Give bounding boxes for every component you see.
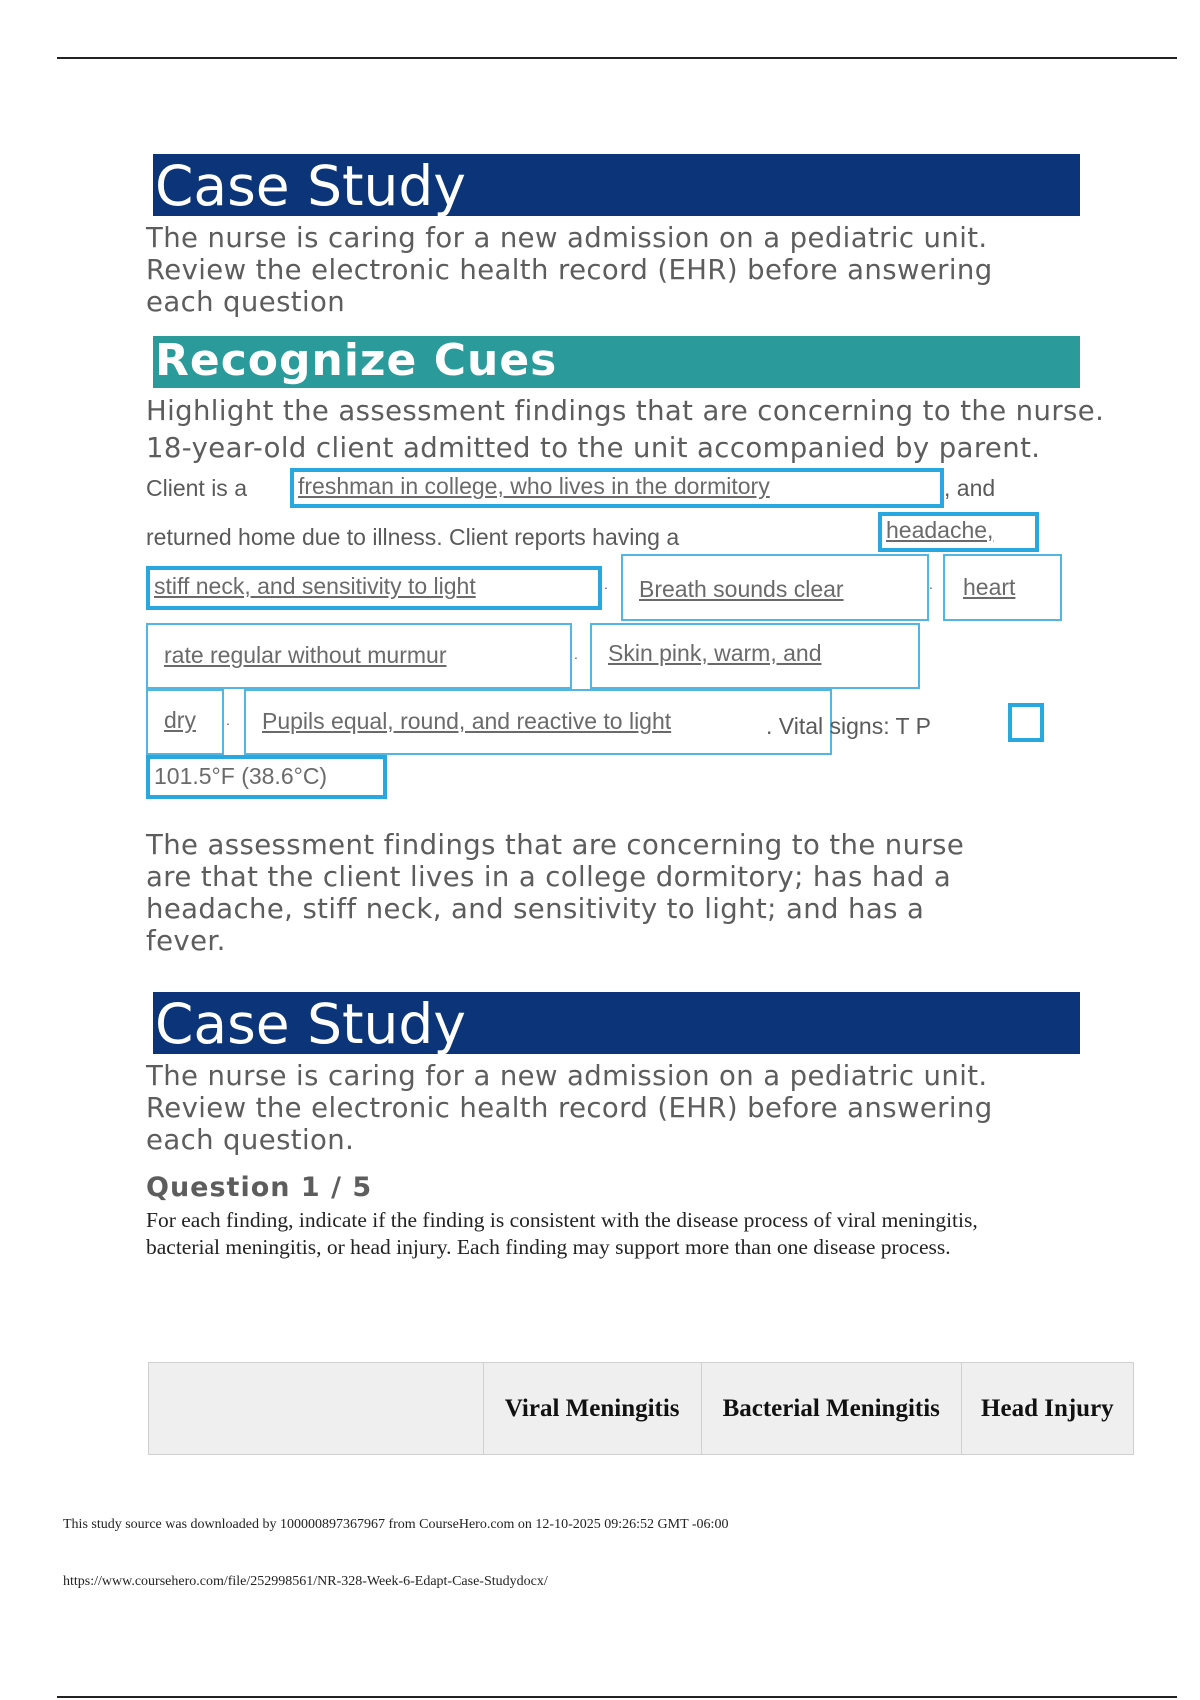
highlight-temperature[interactable]: 101.5°F (38.6°C) <box>146 755 387 799</box>
source-url[interactable]: https://www.coursehero.com/file/252998561/NR-328-Week-6-Edapt-Case-Studydocx/ <box>63 1574 548 1589</box>
client-description: 18-year-old client admitted to the unit accompanied by parent. <box>146 432 1041 464</box>
bottom-rule <box>57 1696 1177 1698</box>
case-study-title: Case Study <box>155 154 466 218</box>
finding-pupils[interactable]: Pupils equal, round, and reactive to light <box>244 689 832 755</box>
finding-rate-regular[interactable]: rate regular without murmur <box>146 623 572 689</box>
table-header-row <box>149 1363 1134 1455</box>
period-text: . <box>226 712 230 728</box>
recognize-cues-header <box>153 336 1080 388</box>
case-study-intro: The nurse is caring for a new admission on a pediatric unit. Review the electronic health record (EHR) before answering each question. <box>146 1060 993 1156</box>
highlight-headache[interactable]: headache, <box>878 512 1039 552</box>
case-study-intro: The nurse is caring for a new admission on a pediatric unit. Review the electronic health record (EHR) before answering each question <box>146 222 993 318</box>
column-header-bacterial: Bacterial Meningitis <box>701 1363 961 1455</box>
period-text: . <box>604 576 608 592</box>
top-rule <box>57 57 1177 59</box>
recognize-cues-title: Recognize Cues <box>155 335 558 386</box>
question-title: Question 1 / 5 <box>146 1172 373 1203</box>
recognize-cues-instruction: Highlight the assessment findings that are concerning to the nurse. <box>146 395 1105 427</box>
period-text: . <box>574 646 578 662</box>
column-header-head-injury: Head Injury <box>961 1363 1133 1455</box>
and-text: , and <box>944 475 996 501</box>
period-text: . <box>929 576 933 592</box>
case-study-title: Case Study <box>155 992 466 1056</box>
finding-dry[interactable]: dry <box>146 689 224 755</box>
column-header-viral: Viral Meningitis <box>483 1363 701 1455</box>
case-study-header <box>153 992 1080 1054</box>
client-is-a-text: Client is a <box>146 475 247 501</box>
case-study-header <box>153 154 1080 216</box>
assessment-answer: The assessment findings that are concerning to the nurse are that the client lives in a college dormitory; has had a headache, stiff neck, and sensitivity to light; and has a fever. <box>146 829 965 957</box>
findings-matrix <box>148 1362 1134 1455</box>
highlight-empty[interactable] <box>1008 703 1044 742</box>
highlight-freshman[interactable]: freshman in college, who lives in the dormitory <box>290 468 944 508</box>
returned-home-text: returned home due to illness. Client reports having a <box>146 524 680 550</box>
vital-signs-text: . Vital signs: T P <box>766 713 931 739</box>
column-header-finding <box>149 1363 484 1455</box>
highlight-stiff-neck[interactable]: stiff neck, and sensitivity to light <box>146 566 602 610</box>
download-note: This study source was downloaded by 100000897367967 from CourseHero.com on 12-10-2025 09:26:52 GMT -06:00 <box>63 1517 729 1532</box>
question-text: For each finding, indicate if the finding is consistent with the disease process of viral meningitis, bacterial meningitis, or head injury. Each finding may support more than one disease process. <box>146 1208 978 1259</box>
finding-skin[interactable]: Skin pink, warm, and <box>590 623 920 689</box>
finding-heart[interactable]: heart <box>943 554 1062 621</box>
finding-breath-sounds[interactable]: Breath sounds clear <box>621 554 929 621</box>
